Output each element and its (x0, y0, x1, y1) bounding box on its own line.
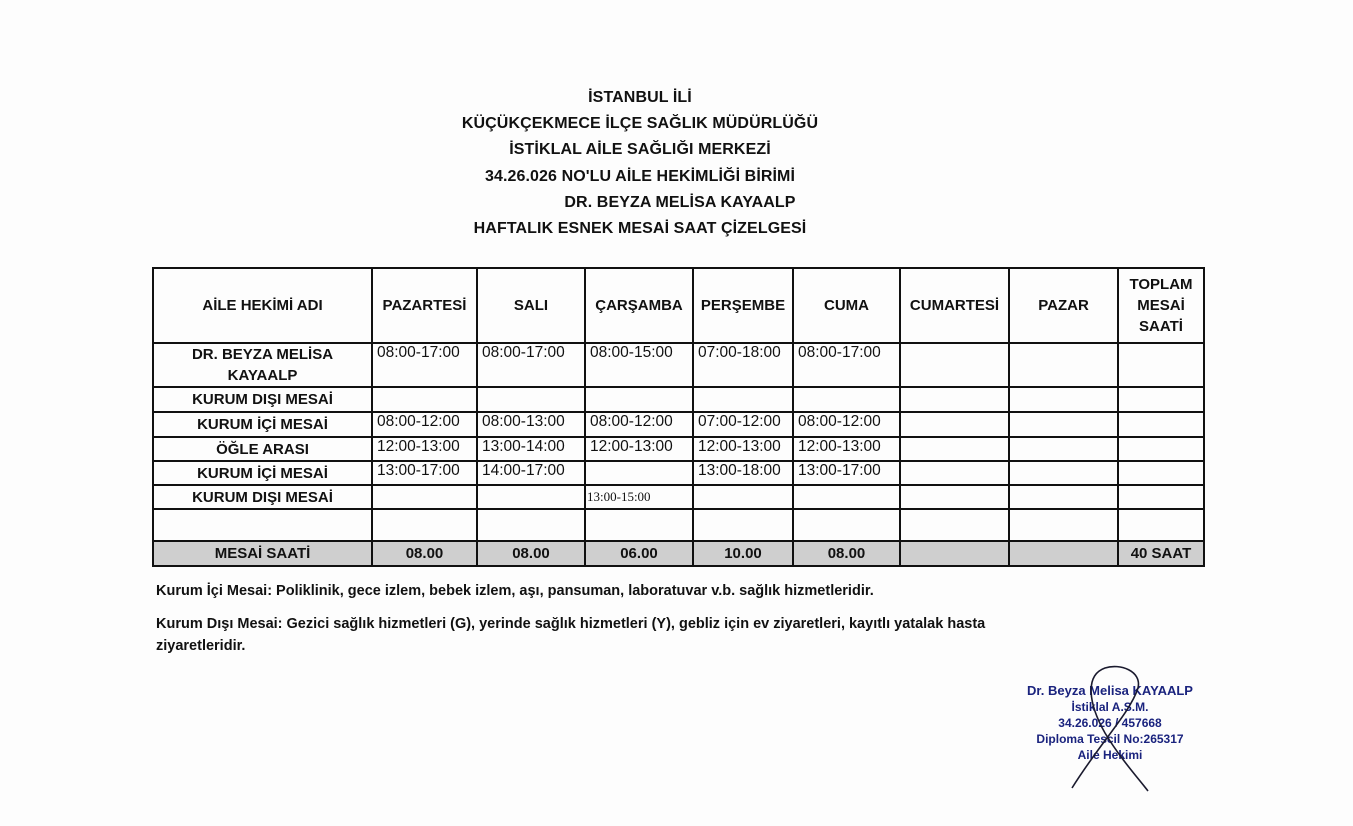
cell (477, 509, 585, 541)
total-cell: 08.00 (477, 541, 585, 566)
total-cell (1009, 541, 1118, 566)
cell (372, 509, 477, 541)
total-cell: 06.00 (585, 541, 693, 566)
total-label: MESAİ SAATİ (153, 541, 372, 566)
document-header (0, 85, 1280, 242)
table-row (153, 461, 1204, 485)
row-label: DR. BEYZA MELİSA KAYAALP (153, 343, 372, 387)
total-hours: 40 SAAT (1118, 541, 1204, 566)
cell (693, 509, 793, 541)
health-center-title: İSTİKLAL AİLE SAĞLIĞI MERKEZİ (509, 141, 771, 159)
province-title: İSTANBUL İLİ (588, 89, 692, 106)
cell (900, 485, 1009, 509)
col-header-friday: CUMA (793, 268, 900, 343)
cell (1118, 343, 1204, 387)
cell: 13:00-15:00 (585, 485, 693, 509)
cell: 08:00-12:00 (372, 412, 477, 437)
col-header-tuesday: SALI (477, 268, 585, 343)
cell (900, 387, 1009, 412)
cell: 07:00-12:00 (693, 412, 793, 437)
col-header-monday: PAZARTESİ (372, 268, 477, 343)
cell: 12:00-13:00 (693, 437, 793, 461)
table-row (153, 509, 1204, 541)
notes (156, 580, 1076, 668)
directorate-title: KÜÇÜKÇEKMECE İLÇE SAĞLIK MÜDÜRLÜĞÜ (461, 115, 819, 133)
cell (477, 387, 585, 412)
cell: 13:00-17:00 (372, 461, 477, 485)
cell: 13:00-14:00 (477, 437, 585, 461)
unit-title: 34.26.026 NO'LU AİLE HEKİMLİĞİ BİRİMİ (484, 167, 796, 185)
cell (585, 461, 693, 485)
cell (1009, 387, 1118, 412)
cell (1118, 437, 1204, 461)
cell: 12:00-13:00 (793, 437, 900, 461)
row-label: KURUM İÇİ MESAİ (153, 412, 372, 437)
table-row (153, 387, 1204, 412)
col-header-sunday: PAZAR (1009, 268, 1118, 343)
cell (793, 387, 900, 412)
cell (1009, 343, 1118, 387)
stamp-name: Dr. Beyza Melisa KAYAALP (1027, 683, 1193, 698)
row-label: KURUM DIŞI MESAİ (153, 485, 372, 509)
row-label: KURUM İÇİ MESAİ (153, 461, 372, 485)
cell (477, 485, 585, 509)
stamp-title: Aile Hekimi (1077, 748, 1143, 762)
cell (1118, 387, 1204, 412)
schedule-table (152, 267, 1205, 567)
cell (585, 509, 693, 541)
row-label (153, 509, 372, 541)
cell: 08:00-17:00 (372, 343, 477, 387)
cell: 13:00-17:00 (793, 461, 900, 485)
col-header-wednesday: ÇARŞAMBA (585, 268, 693, 343)
table-row (153, 437, 1204, 461)
cell: 08:00-15:00 (585, 343, 693, 387)
doctor-name-title: DR. BEYZA MELİSA KAYAALP (564, 193, 796, 211)
row-label: ÖĞLE ARASI (153, 437, 372, 461)
cell (1118, 412, 1204, 437)
total-row (153, 541, 1204, 566)
stamp-diploma: Diploma Tescil No:265317 (1036, 732, 1184, 746)
schedule-title: HAFTALIK ESNEK MESAİ SAAT ÇİZELGESİ (473, 220, 807, 238)
cell: 08:00-12:00 (793, 412, 900, 437)
total-cell (900, 541, 1009, 566)
col-header-total: TOPLAM MESAİ SAATİ (1118, 268, 1204, 343)
cell (1009, 509, 1118, 541)
cell (1118, 461, 1204, 485)
cell (1009, 437, 1118, 461)
note-external: Kurum Dışı Mesai: Gezici sağlık hizmetleri (G), yerinde sağlık hizmetleri (Y), gebliz için ev ziyaretleri, kayıtlı yatalak hasta ziyaretleridir. (156, 616, 986, 654)
cell (1009, 461, 1118, 485)
total-cell: 08.00 (372, 541, 477, 566)
note-internal: Kurum İçi Mesai: Poliklinik, gece izlem, bebek izlem, aşı, pansuman, laboratuvar v.b. sağlık hizmetleridir. (156, 583, 874, 599)
cell: 12:00-13:00 (585, 437, 693, 461)
cell (900, 412, 1009, 437)
stamp-code: 34.26.026 / 457668 (1058, 716, 1162, 730)
cell: 07:00-18:00 (693, 343, 793, 387)
cell (900, 461, 1009, 485)
cell: 08:00-17:00 (793, 343, 900, 387)
table-row (153, 343, 1204, 387)
cell: 08:00-12:00 (585, 412, 693, 437)
cell: 08:00-13:00 (477, 412, 585, 437)
col-header-saturday: CUMARTESİ (900, 268, 1009, 343)
col-header-thursday: PERŞEMBE (693, 268, 793, 343)
cell (693, 387, 793, 412)
cell: 14:00-17:00 (477, 461, 585, 485)
row-label: KURUM DIŞI MESAİ (153, 387, 372, 412)
cell (900, 343, 1009, 387)
cell (900, 437, 1009, 461)
cell (372, 485, 477, 509)
cell (793, 485, 900, 509)
header-row (153, 268, 1204, 343)
cell (900, 509, 1009, 541)
cell (372, 387, 477, 412)
cell: 12:00-13:00 (372, 437, 477, 461)
cell (585, 387, 693, 412)
cell (693, 485, 793, 509)
cell (1009, 412, 1118, 437)
cell (1009, 485, 1118, 509)
total-cell: 10.00 (693, 541, 793, 566)
cell: 13:00-18:00 (693, 461, 793, 485)
cell (793, 509, 900, 541)
table-row (153, 412, 1204, 437)
table-row (153, 485, 1204, 509)
signature-icon (1060, 663, 1160, 793)
cell: 08:00-17:00 (477, 343, 585, 387)
cell (1118, 485, 1204, 509)
cell (1118, 509, 1204, 541)
stamp-center: İstiklal A.S.M. (1071, 700, 1149, 714)
total-cell: 08.00 (793, 541, 900, 566)
col-header-name: AİLE HEKİMİ ADI (153, 268, 372, 343)
